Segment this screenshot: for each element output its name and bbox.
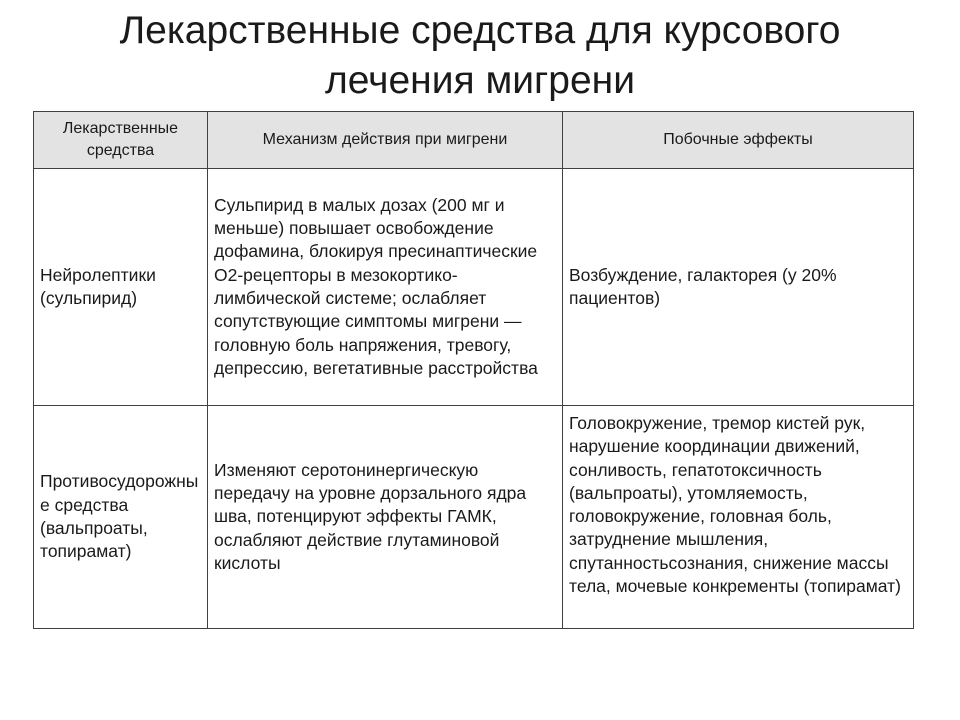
cell-mechanism: Изменяют серотонинергическую передачу на уровне дорзального ядра шва, потенцируют эффекты ГАМК, ослабляют действие глутаминовой кислоты [208,406,563,629]
page-title-line-2: лечения мигрени [325,59,635,102]
cell-drug: Нейролептики (сульпирид) [34,169,208,406]
table-row-neuroleptics [34,169,914,406]
header-side-effects: Побочные эффекты [563,112,914,169]
table-header [34,112,914,169]
table-body [34,169,914,629]
cell-side-effects: Возбуждение, галакторея (у 20% пациентов) [563,169,914,406]
cell-drug: Противосудорожные средства (вальпроаты, топирамат) [34,406,208,629]
drug-table [33,111,914,629]
table-row-anticonvulsants [34,406,914,629]
header-mechanism: Механизм действия при мигрени [208,112,563,169]
page-title [40,6,920,106]
cell-side-effects: Головокружение, тремор кистей рук, нарушение координации движений, сонливость, гепатотоксичность (вальпроаты), утомляемость, головокружение, головная боль, затруднение мышления, спутанностьсознания, снижение массы тела, мочевые конкременты (топирамат) [563,406,914,629]
table-header-row [34,112,914,169]
cell-mechanism: Сульпирид в малых дозах (200 мг и меньше) повышает освобождение дофамина, блокируя пресинаптические O2-рецепторы в мезокортико-лимбической системе; ослабляет сопутствующие симптомы мигрени — головную боль напряжения, тревогу, депрессию, вегетативные расстройства [208,169,563,406]
header-drugs: Лекарственные средства [34,112,208,169]
page-title-line-1: Лекарственные средства для курсового [119,9,841,52]
